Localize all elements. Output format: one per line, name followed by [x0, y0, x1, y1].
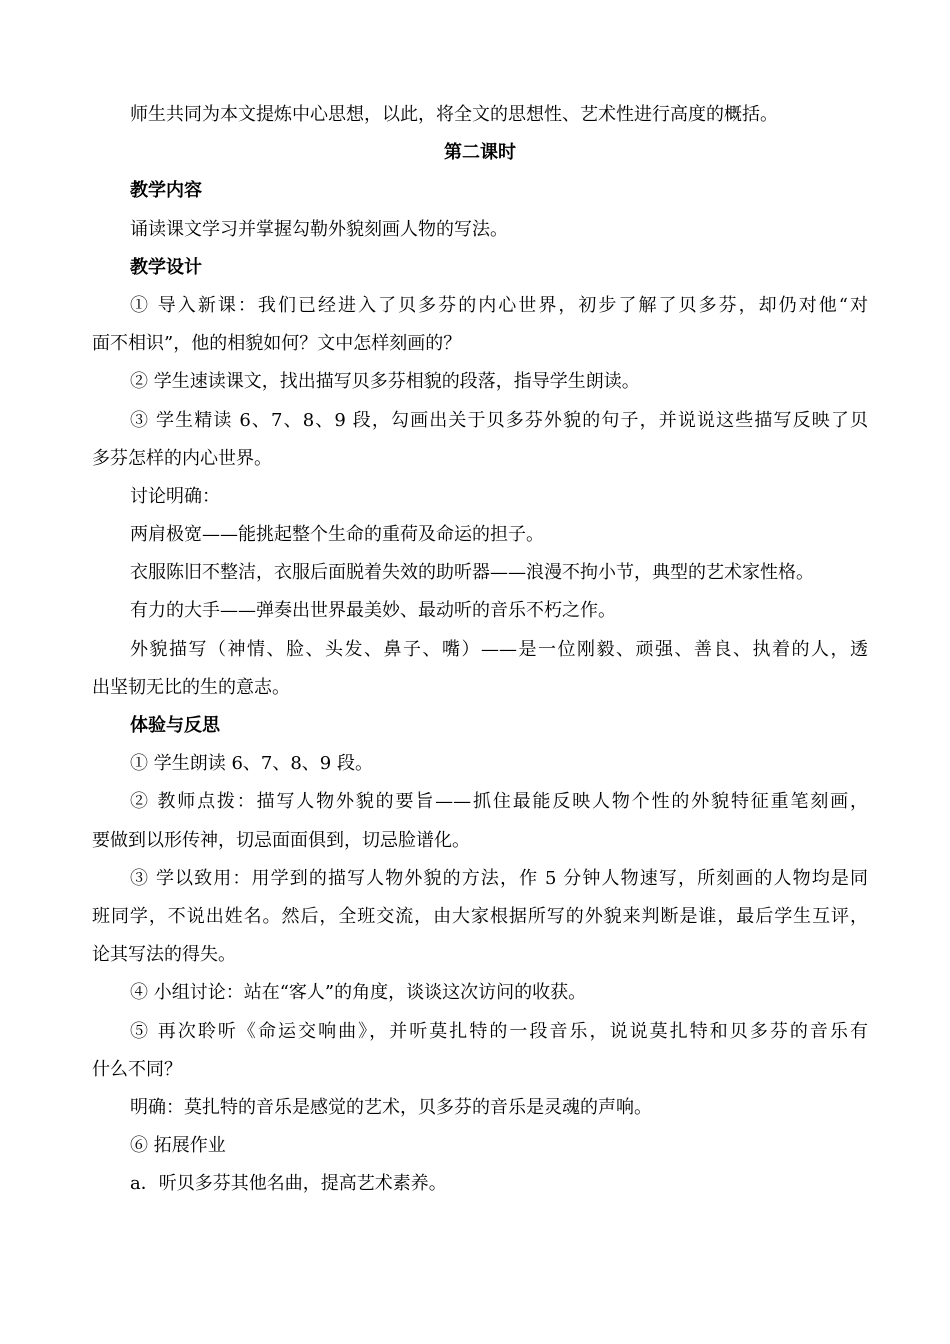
reflection-item-2-line-1: ② 教师点拨：描写人物外貌的要旨——抓住最能反映人物个性的外貌特征重笔刻画，: [130, 791, 868, 813]
list-item-3-line-2: 多芬怎样的内心世界。: [92, 447, 272, 469]
reflection-item-6: ⑥ 拓展作业: [130, 1135, 226, 1157]
section-heading-design: 教学设计: [130, 256, 202, 278]
paragraph-summary: 师生共同为本文提炼中心思想，以此，将全文的思想性、艺术性进行高度的概括。: [130, 104, 778, 125]
document-body: [92, 96, 868, 1203]
list-item-1-line-1: ① 导入新课：我们已经进入了贝多芬的内心世界，初步了解了贝多芬，却仍对他“对: [130, 294, 868, 316]
section-heading-content: 教学内容: [130, 180, 202, 202]
discussion-point-4-line-2: 出坚韧无比的生的意志。: [92, 676, 290, 698]
discussion-point-3: 有力的大手——弹奏出世界最美妙、最动听的音乐不朽之作。: [130, 600, 616, 622]
reflection-item-3-line-3: 论其写法的得失。: [92, 944, 236, 966]
reflection-item-2-line-2: 要做到以形传神，切忌面面俱到，切忌脸谱化。: [92, 829, 470, 851]
reflection-item-5-line-1: ⑤ 再次聆听《命运交响曲》，并听莫扎特的一段音乐，说说莫扎特和贝多芬的音乐有: [130, 1020, 868, 1042]
list-item-3-line-1: ③ 学生精读 6、7、8、9 段，勾画出关于贝多芬外貌的句子，并说说这些描写反映了贝: [130, 409, 868, 431]
clarification: 明确：莫扎特的音乐是感觉的艺术，贝多芬的音乐是灵魂的声响。: [130, 1096, 652, 1118]
discussion-point-4-line-1: 外貌描写（神情、脸、头发、鼻子、嘴）——是一位刚毅、顽强、善良、执着的人，透: [130, 638, 868, 660]
list-item-2: ② 学生速读课文，找出描写贝多芬相貌的段落，指导学生朗读。: [130, 371, 640, 393]
homework-item-a: a．听贝多芬其他名曲，提高艺术素养。: [130, 1173, 447, 1195]
reflection-item-3-line-2: 班同学，不说出姓名。然后，全班交流，由大家根据所写的外貌来判断是谁，最后学生互评，: [92, 905, 868, 927]
reflection-item-5-line-2: 什么不同？: [92, 1058, 182, 1080]
discussion-point-1: 两肩极宽——能挑起整个生命的重荷及命运的担子。: [130, 524, 544, 546]
discussion-label: 讨论明确：: [130, 485, 220, 507]
section-heading-reflection: 体验与反思: [130, 715, 220, 736]
paragraph-content: 诵读课文学习并掌握勾勒外貌刻画人物的写法。: [130, 218, 508, 240]
discussion-point-2: 衣服陈旧不整洁，衣服后面脱着失效的助听器——浪漫不拘小节，典型的艺术家性格。: [130, 562, 814, 584]
reflection-item-4: ④ 小组讨论：站在“客人”的角度，谈谈这次访问的收获。: [130, 982, 587, 1004]
reflection-item-3-line-1: ③ 学以致用：用学到的描写人物外貌的方法，作 5 分钟人物速写，所刻画的人物均是同: [130, 867, 868, 889]
reflection-item-1: ① 学生朗读 6、7、8、9 段。: [130, 753, 373, 775]
list-item-1-line-2: 面不相识”，他的相貌如何？文中怎样刻画的？: [92, 333, 462, 355]
lesson-heading: 第二课时: [444, 142, 516, 164]
